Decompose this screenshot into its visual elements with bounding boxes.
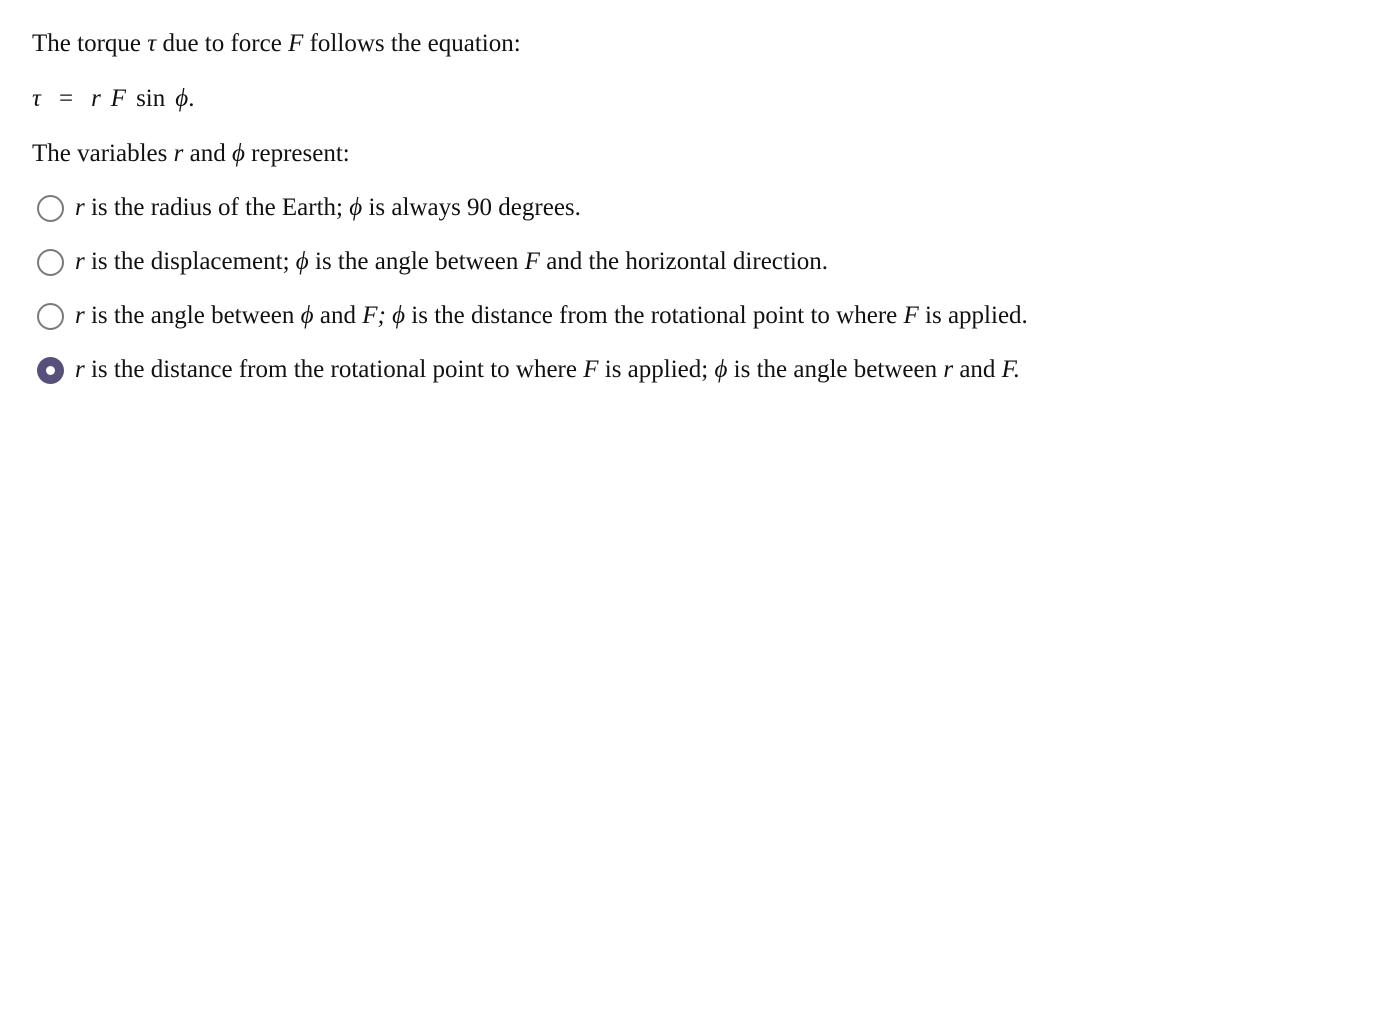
- math-symbol: F;: [362, 302, 386, 329]
- math-symbol: F: [583, 356, 599, 383]
- math-symbol: r: [75, 302, 85, 329]
- answer-option-3[interactable]: [32, 301, 1028, 331]
- math-symbol: ϕ: [714, 356, 728, 383]
- question-prompt: [32, 139, 350, 169]
- option-text: is applied.: [918, 302, 1028, 329]
- math-symbol: F: [903, 302, 919, 329]
- prompt-r: r: [173, 140, 184, 167]
- answer-option-4[interactable]: [32, 355, 1020, 385]
- math-symbol: F: [524, 248, 540, 275]
- tau-symbol: τ: [147, 30, 157, 57]
- answer-option-label: [75, 193, 581, 223]
- math-symbol: r: [943, 356, 954, 383]
- equation-phi: ϕ: [175, 85, 189, 112]
- option-text: and: [953, 356, 1002, 383]
- option-text: is the distance from the rotational point to where: [84, 356, 584, 383]
- option-text: is the angle between: [308, 248, 525, 275]
- math-symbol: ϕ: [295, 248, 309, 275]
- option-text: is always 90 degrees.: [362, 194, 581, 221]
- radio-button[interactable]: [37, 195, 64, 222]
- prompt-text-after: represent:: [244, 140, 350, 167]
- equation-r: r: [91, 85, 101, 112]
- math-symbol: r: [75, 356, 85, 383]
- equation-equals: =: [58, 85, 74, 112]
- answer-option-label: [75, 355, 1020, 385]
- math-symbol: F.: [1001, 356, 1020, 383]
- prompt-phi: ϕ: [231, 140, 245, 167]
- option-text: is the angle between: [84, 302, 301, 329]
- equation-F: F: [110, 85, 127, 112]
- prompt-text-before: The variables: [32, 140, 174, 167]
- equation-sin: sin: [136, 85, 166, 112]
- radio-button[interactable]: [37, 249, 64, 276]
- option-text: and: [313, 302, 363, 329]
- force-symbol: F: [288, 30, 304, 57]
- math-symbol: ϕ: [300, 302, 314, 329]
- option-text: is the radius of the Earth;: [84, 194, 350, 221]
- intro-text-after: follows the equation:: [303, 30, 521, 57]
- intro-text-middle: due to force: [156, 30, 289, 57]
- option-text: is the distance from the rotational point to where: [405, 302, 904, 329]
- radio-button[interactable]: [37, 303, 64, 330]
- answer-option-label: [75, 301, 1028, 331]
- torque-equation: [32, 84, 194, 114]
- radio-button-selected[interactable]: [37, 357, 64, 384]
- math-symbol: r: [75, 248, 85, 275]
- prompt-text-middle: and: [183, 140, 232, 167]
- option-text: is the angle between: [727, 356, 944, 383]
- answer-option-2[interactable]: [32, 247, 828, 277]
- equation-end: .: [188, 85, 195, 112]
- option-text: and the horizontal direction.: [539, 248, 829, 275]
- answer-option-label: [75, 247, 828, 277]
- math-symbol: r: [75, 194, 85, 221]
- option-text: is applied;: [598, 356, 715, 383]
- math-symbol: ϕ: [349, 194, 363, 221]
- equation-lhs: τ: [32, 85, 41, 112]
- math-symbol: ϕ: [392, 302, 406, 329]
- intro-text-before: The torque: [32, 30, 148, 57]
- option-text: is the displacement;: [84, 248, 296, 275]
- answer-option-1[interactable]: [32, 193, 581, 223]
- question-intro: [32, 29, 521, 59]
